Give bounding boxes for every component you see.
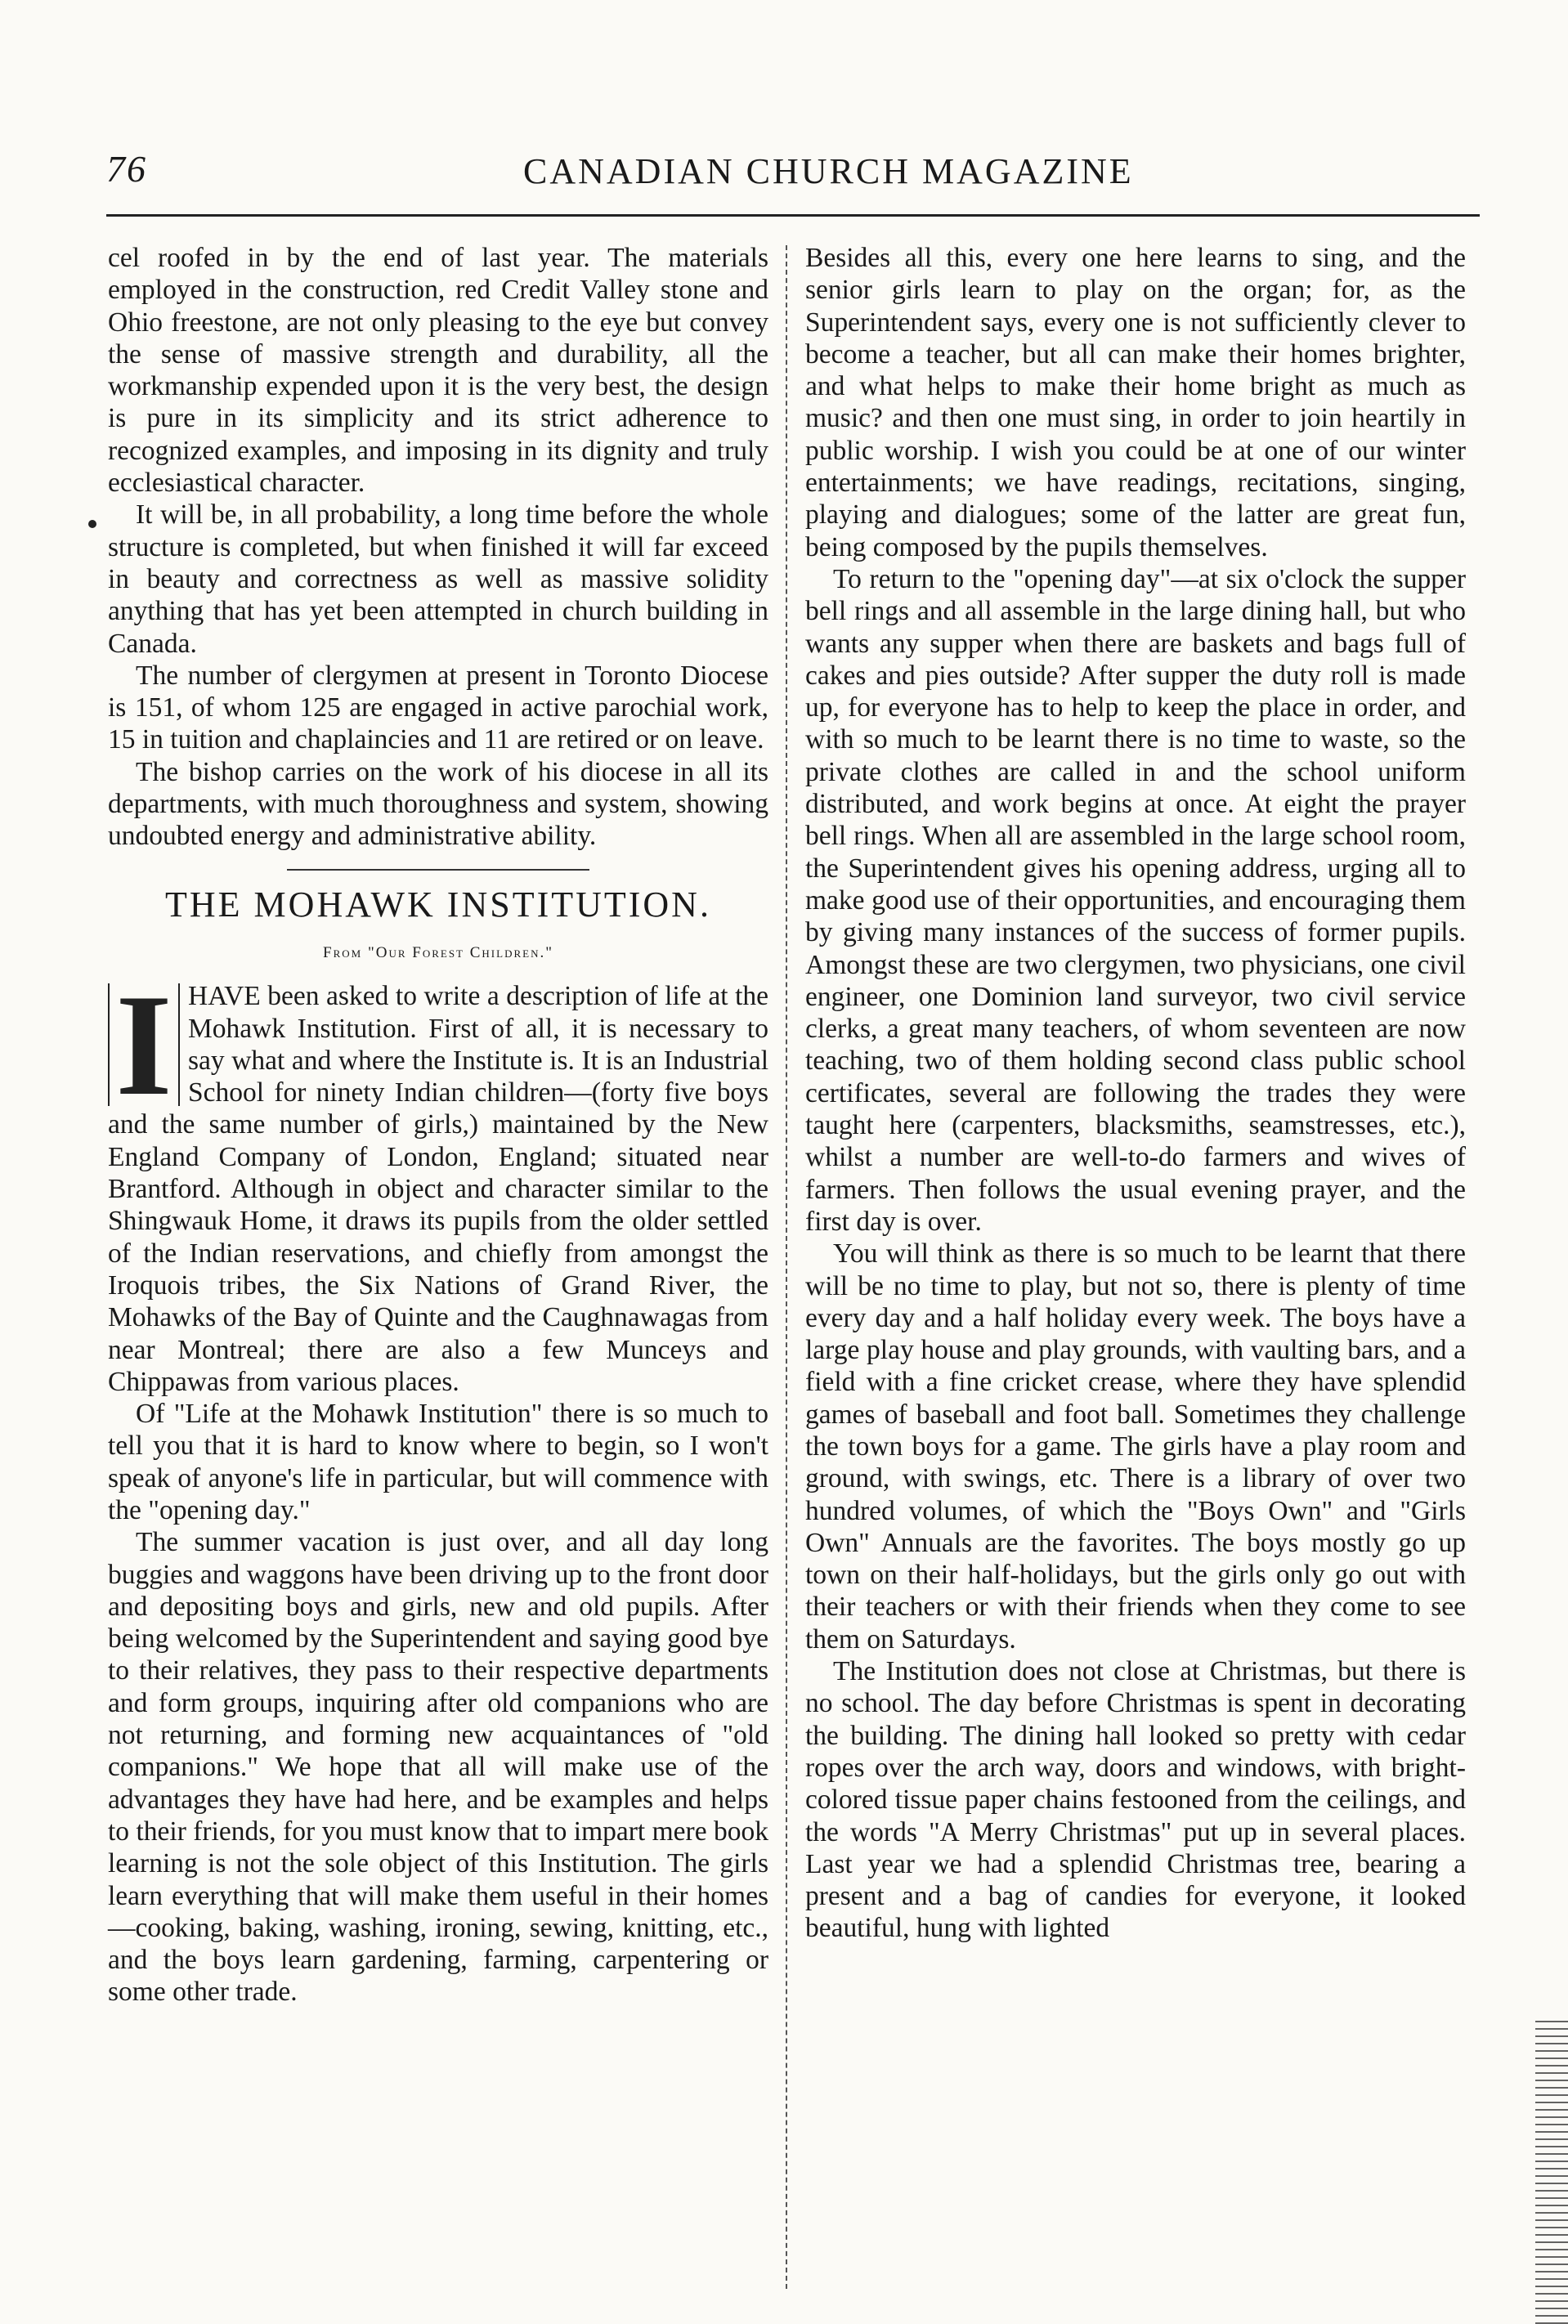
column-divider bbox=[786, 245, 787, 2289]
article-source: From "Our Forest Children." bbox=[323, 943, 553, 961]
paragraph: Of "Life at the Mohawk Institution" there is so much to tell you that it is hard to know where to begin, so I won't speak of anyone's life in particular, but will commence with the "opening day." bbox=[108, 1399, 768, 1525]
article-first-paragraph bbox=[108, 964, 768, 1398]
paragraph: The bishop carries on the work of his diocese in all its departments, with much thoroughness and system, showing undoubted energy and administrative ability. bbox=[108, 756, 768, 852]
paragraph: The summer vacation is just over, and all day long buggies and waggons have been driving up to the front door and depositing boys and girls, new and old pupils. After being welcomed by the Superintendent and saying good bye to their relatives, they pass to their respective departments and form groups, inquiring after old companions who are not returning, and forming new acquaintances of "old companions." We hope that all will make use of the advantages they have had here, and be examples and helps to their friends, for you must know that to impart mere book learning is not the sole object of this Institution. The girls learn everything that will make them useful in their homes—cooking, baking, washing, ironing, sewing, knitting, etc., and the boys learn gardening, farming, carpentering or some other trade. bbox=[108, 1527, 768, 2008]
margin-dot bbox=[88, 520, 96, 528]
paragraph: The number of clergymen at present in Toronto Diocese is 151, of whom 125 are engaged in active parochial work, 15 in tuition and chaplaincies and 11 are retired or on leave. bbox=[108, 660, 768, 755]
header-rule bbox=[106, 214, 1480, 217]
right-column bbox=[805, 242, 1466, 1945]
paragraph: To return to the "opening day"—at six o'clock the supper bell rings and all assemble in the large dining hall, but who wants any supper when there are baskets and bags full of cakes and pies outside? After supper the duty roll is made up, for everyone has to help to keep the place in order, and with so much to be learnt there is no time to waste, so the private clothes are called in and the school uniform distributed, and work begins at once. At eight the prayer bell rings. When all are assembled in the large school room, the Superintendent gives his opening address, urging all to make good use of their opportunities, and encouraging them by giving many instances of the success of former pupils. Amongst these are two clergymen, two physicians, one civil engineer, one Dominion land surveyor, two civil service clerks, a great many teachers, of whom seventeen are now teaching, two of them holding second class public school certificates, several are following the trades they were taught here (carpenters, blacksmiths, seamstresses, etc.), whilst a number are well-to-do farmers and wives of farmers. Then follows the usual evening prayer, and the first day is over. bbox=[805, 563, 1466, 1237]
scan-edge-artifact bbox=[1535, 2019, 1568, 2324]
paragraph: It will be, in all probability, a long time before the whole structure is completed, but when finished it will far exceed in beauty and correctness as well as massive solidity anything that has yet been attempted in church building in Canada. bbox=[108, 499, 768, 659]
paragraph: cel roofed in by the end of last year. The materials employed in the construction, red Credit Valley stone and Ohio freestone, are not only pleasing to the eye but convey the sense of massive strength and durability, all the workmanship expended upon it is the very best, the design is pure in its simplicity and its strict adherence to recognized examples, and imposing in its dignity and truly ecclesiastical character. bbox=[108, 243, 768, 499]
paragraph: You will think as there is so much to be learnt that there will be no time to play, but not so, there is plenty of time every day and a half holiday every week. The boys have a large play house and play grounds, with vaulting bars, and a field with a fine cricket crease, where they have splendid games of baseball and foot ball. Sometimes they challenge the town boys for a game. The girls have a play room and ground, with swings, etc. There is a library of over two hundred volumes, of which the "Boys Own" and "Girls Own" Annuals are the favorites. The boys mostly go up town on their half-holidays, but the girls only go out with their teachers or with their friends when they come to see them on Saturdays. bbox=[805, 1238, 1466, 1655]
paragraph: Besides all this, every one here learns to sing, and the senior girls learn to play on the organ; for, as the Superintendent says, every one is not sufficiently clever to become a teacher, but all can make their homes brighter, and what helps to make their home bright as much as music? and then one must sing, in order to join heartily in public worship. I wish you could be at one of our winter entertainments; we have readings, recitations, singing, playing and dialogues; some of the latter are great fun, being composed by the pupils themselves. bbox=[805, 243, 1466, 562]
paragraph-text: HAVE been asked to write a description of life at the Mohawk Institution. First of all, it is necessary to say what and where the Institute is. It is an Industrial School for ninety Indian children—(forty five boys and the same number of girls,) maintained by the New England Company of London, England; situated near Brantford. Although in object and character similar to the Shingwauk Home, it draws its pupils from the older settled of the Indian reservations, and chiefly from amongst the Iroquois tribes, the Six Nations of Grand River, the Mohawks of the Bay of Quinte and the Caughnawagas from near Montreal; there are also a few Munceys and Chippawas from various places. bbox=[108, 981, 768, 1397]
paragraph: The Institution does not close at Christmas, but there is no school. The day before Christmas is spent in decorating the building. The dining hall looked so pretty with cedar ropes over the arch way, doors and windows, with bright-colored tissue paper chains festooned from the ceilings, and the words "A Merry Christmas" put up in several places. Last year we had a splendid Christmas tree, bearing a present and a bag of candies for everyone, it looked beautiful, hung with lighted bbox=[805, 1656, 1466, 1944]
running-title: CANADIAN CHURCH MAGAZINE bbox=[523, 151, 1134, 191]
section-rule bbox=[287, 869, 589, 871]
page-number: 76 bbox=[106, 148, 147, 190]
page-header bbox=[106, 147, 1496, 204]
article-title: THE MOHAWK INSTITUTION. bbox=[165, 884, 711, 925]
left-column bbox=[108, 242, 768, 2008]
drop-cap: I bbox=[108, 983, 180, 1106]
